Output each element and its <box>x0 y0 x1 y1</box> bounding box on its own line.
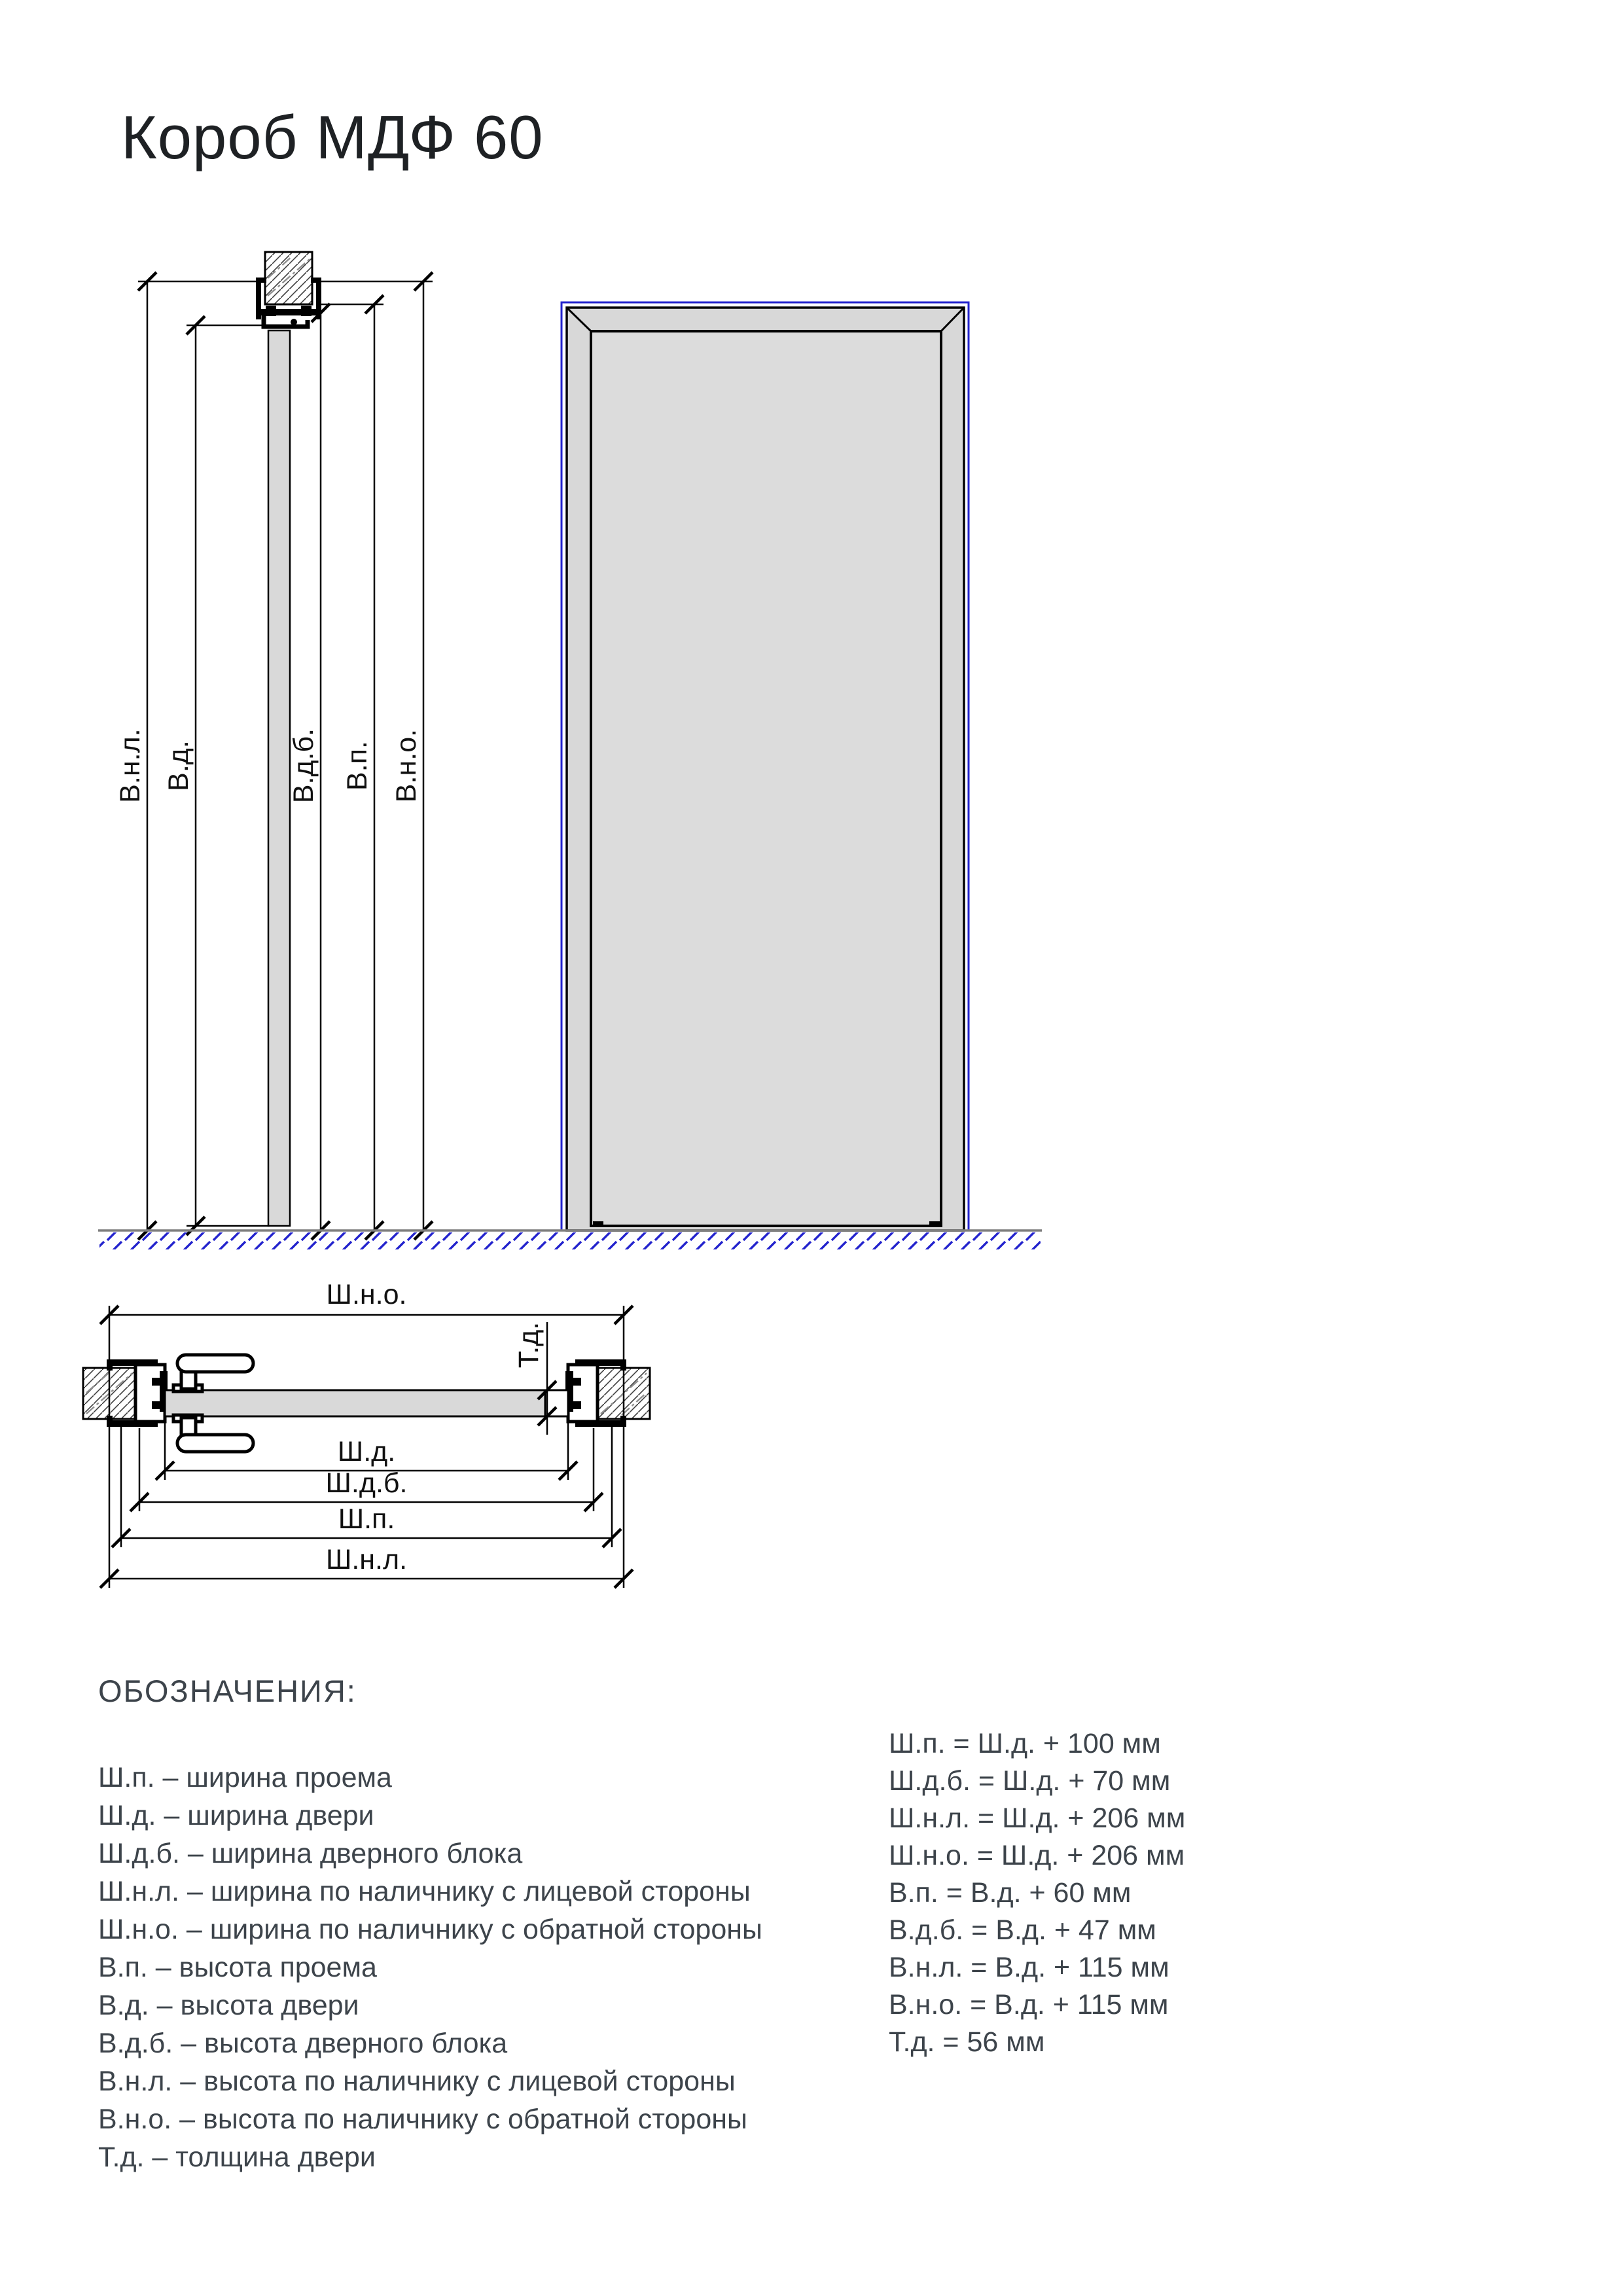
legend-item: В.п. – высота проема <box>98 1952 377 1983</box>
frame-jamb-right <box>565 1365 597 1422</box>
label-vno: В.н.о. <box>391 728 422 803</box>
formula-item: Ш.н.л. = Ш.д. + 206 мм <box>889 1803 1186 1834</box>
legend-item: В.н.л. – высота по наличнику с лицевой стороны <box>98 2066 736 2097</box>
vertical-section-figure <box>115 252 433 1240</box>
door-front-view <box>562 302 969 1230</box>
door-handle-top <box>173 1355 253 1391</box>
legend-item: В.д. – высота двери <box>98 1990 359 2021</box>
label-shno: Ш.н.о. <box>326 1279 407 1310</box>
legend-item: Ш.н.о. – ширина по наличнику с обратной стороны <box>98 1914 762 1945</box>
formula-item: Ш.н.о. = Ш.д. + 206 мм <box>889 1840 1185 1871</box>
ground-line <box>98 1230 1042 1249</box>
legend <box>98 1673 851 2176</box>
legend-item: Ш.п. – ширина проема <box>98 1762 392 1793</box>
label-vdb: В.д.б. <box>288 728 319 804</box>
formula-item: В.н.о. = В.д. + 115 мм <box>889 1989 1169 2020</box>
formulas <box>889 1725 1478 2061</box>
legend-item: В.д.б. – высота дверного блока <box>98 2028 508 2059</box>
label-shd: Ш.д. <box>337 1436 396 1467</box>
door-leaf-section <box>268 331 290 1226</box>
label-vd: В.д. <box>163 740 194 791</box>
plan-section-figure <box>83 1279 650 1588</box>
legend-item: В.н.о. – высота по наличнику с обратной стороны <box>98 2104 747 2135</box>
wall-section-lintel <box>265 252 312 304</box>
legend-item: Т.д. – толщина двери <box>98 2142 376 2173</box>
label-vp: В.п. <box>342 741 373 791</box>
door-leaf-edge <box>545 1390 568 1416</box>
legend-item: Ш.д.б. – ширина дверного блока <box>98 1838 523 1869</box>
formula-item: Ш.п. = Ш.д. + 100 мм <box>889 1728 1161 1759</box>
formula-item: В.п. = В.д. + 60 мм <box>889 1877 1132 1909</box>
formula-item: Т.д. = 56 мм <box>889 2026 1045 2058</box>
label-shp: Ш.п. <box>338 1503 395 1535</box>
formula-item: В.н.л. = В.д. + 115 мм <box>889 1952 1169 1983</box>
label-vnl: В.н.л. <box>115 728 146 803</box>
door-leaf-plan <box>165 1390 545 1416</box>
formula-item: В.д.б. = В.д. + 47 мм <box>889 1914 1156 1946</box>
legend-item: Ш.д. – ширина двери <box>98 1800 374 1831</box>
door-handle-bottom <box>173 1415 253 1452</box>
legend-heading: ОБОЗНАЧЕНИЯ: <box>98 1674 357 1708</box>
formula-item: Ш.д.б. = Ш.д. + 70 мм <box>889 1765 1171 1797</box>
door-panel <box>591 331 941 1226</box>
label-shdb: Ш.д.б. <box>325 1467 408 1499</box>
page-title: Короб МДФ 60 <box>121 103 544 171</box>
frame-jamb-left <box>135 1365 168 1422</box>
legend-item: Ш.н.л. – ширина по наличнику с лицевой стороны <box>98 1876 751 1907</box>
label-td: Т.д. <box>513 1321 544 1369</box>
label-shnl: Ш.н.л. <box>325 1544 408 1575</box>
